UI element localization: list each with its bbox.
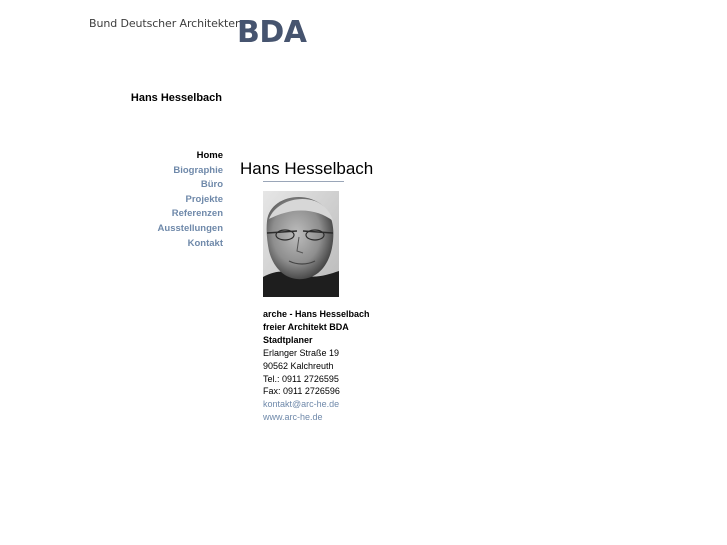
role-architect: freier Architekt BDA <box>263 321 349 332</box>
phone-number: Tel.: 0911 2726595 <box>263 373 339 384</box>
nav-item-buero[interactable]: Büro <box>200 179 223 191</box>
nav-item-kontakt[interactable]: Kontakt <box>187 237 223 249</box>
nav-item-biographie[interactable]: Biographie <box>173 164 223 176</box>
portrait-photo <box>263 191 339 297</box>
nav-item-referenzen[interactable]: Referenzen <box>171 208 223 220</box>
role-planner: Stadtplaner <box>263 334 313 345</box>
email-link[interactable]: kontakt@arc-he.de <box>263 399 340 410</box>
nav-item-projekte[interactable]: Projekte <box>185 193 223 205</box>
nav-item-home[interactable]: Home <box>196 150 223 161</box>
site-name: Hans Hesselbach <box>130 92 222 104</box>
address-street: Erlanger Straße 19 <box>263 347 340 358</box>
company-name: arche - Hans Hesselbach <box>263 309 370 319</box>
org-name: Bund Deutscher Architekten <box>89 17 242 30</box>
fax-number: Fax: 0911 2726596 <box>263 386 340 397</box>
page-title: Hans Hesselbach <box>240 159 374 179</box>
main-nav <box>158 149 223 251</box>
title-divider <box>263 181 344 182</box>
address-city: 90562 Kalchreuth <box>263 360 334 371</box>
contact-block <box>263 308 370 424</box>
nav-item-ausstellungen[interactable]: Ausstellungen <box>157 222 223 234</box>
bda-logo[interactable]: BDA <box>237 15 307 50</box>
website-link[interactable]: www.arc-he.de <box>263 412 323 423</box>
